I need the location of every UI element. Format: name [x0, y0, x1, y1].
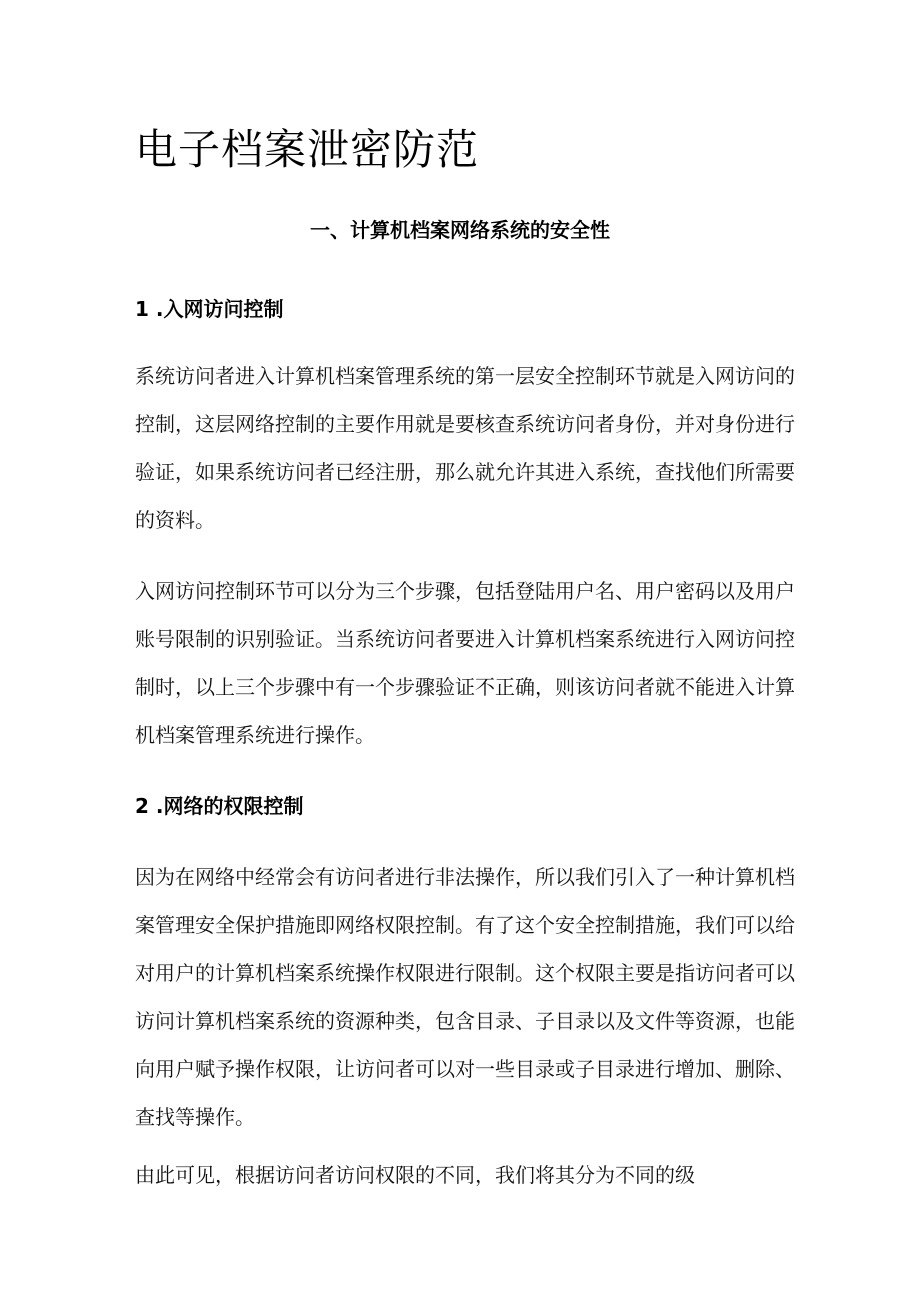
subsection-heading-access-control: 1 .入网访问控制: [135, 297, 284, 321]
paragraph-permission-control: 因为在网络中经常会有访问者进行非法操作，所以我们引入了一种计算机档案管理安全保护措施即网络权限控制。有了这个安全控制措施，我们可以给对用户的计算机档案系统操作权限进行限制。这个权限主要是指访问者可以访问计算机档案系统的资源种类，包含目录、子目录以及文件等资源，也能向用户赋予操作权限，让访问者可以对一些目录或子目录进行增加、删除、查找等操作。: [135, 865, 795, 1129]
paragraph-access-control-intro: 系统访问者进入计算机档案管理系统的第一层安全控制环节就是入网访问的控制，这层网络控制的主要作用就是要核查系统访问者身份，并对身份进行验证，如果系统访问者已经注册，那么就允许其进入系统，查找他们所需要的资料。: [135, 364, 795, 532]
section-heading: 一、计算机档案网络系统的安全性: [310, 218, 610, 242]
paragraph-permission-levels: 由此可见，根据访问者访问权限的不同，我们将其分为不同的级: [135, 1163, 695, 1187]
subsection-heading-permission-control: 2 .网络的权限控制: [135, 794, 304, 818]
document-title: 电子档案泄密防范: [135, 125, 480, 174]
paragraph-access-control-steps: 入网访问控制环节可以分为三个步骤，包括登陆用户名、用户密码以及用户账号限制的识别验证。当系统访问者要进入计算机档案系统进行入网访问控制时，以上三个步骤中有一个步骤验证不正确，则该访问者就不能进入计算机档案管理系统进行操作。: [135, 579, 795, 747]
